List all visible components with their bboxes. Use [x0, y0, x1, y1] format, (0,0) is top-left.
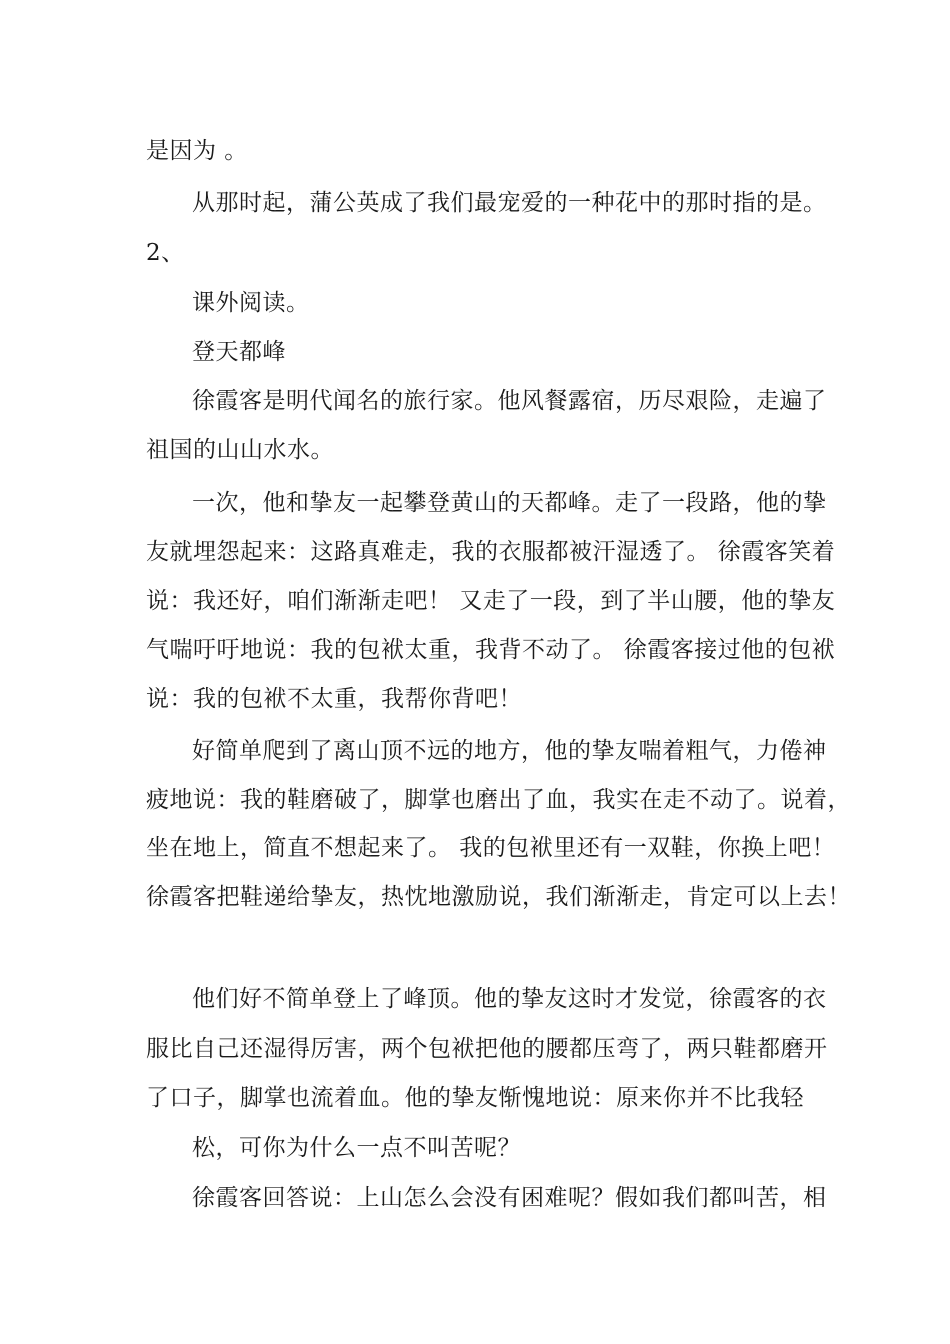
text-line: 说：我还好，咱们渐渐走吧！ 又走了一段，到了半山腰，他的挚友 [146, 588, 836, 614]
text-line: 气喘吁吁地说：我的包袱太重，我背不动了。 徐霞客接过他的包袱 [146, 637, 836, 663]
text-line: 松，可你为什么一点不叫苦呢？ [192, 1135, 521, 1161]
text-line: 好简单爬到了离山顶不远的地方，他的挚友喘着粗气，力倦神 [192, 738, 827, 764]
section-heading: 课外阅读。 [192, 290, 310, 316]
text-line: 是因为 。 [146, 138, 248, 164]
question-number: 2、 [146, 240, 185, 266]
text-line: 从那时起，蒲公英成了我们最宠爱的一种花中的那时指的是。 [192, 190, 827, 216]
text-line: 祖国的山山水水。 [146, 437, 334, 463]
text-line: 坐在地上，简直不想起来了。 我的包袱里还有一双鞋，你换上吧！ [146, 835, 836, 861]
text-line: 徐霞客是明代闻名的旅行家。他风餐露宿，历尽艰险，走遍了 [192, 388, 827, 414]
text-line: 说：我的包袱不太重，我帮你背吧！ [146, 686, 522, 712]
text-line: 服比自己还湿得厉害，两个包袱把他的腰都压弯了，两只鞋都磨开 [146, 1036, 828, 1062]
text-line: 他们好不简单登上了峰顶。他的挚友这时才发觉，徐霞客的衣 [192, 986, 827, 1012]
text-line: 了口子，脚掌也流着血。他的挚友惭愧地说：原来你并不比我轻 [146, 1085, 804, 1111]
text-line: 友就埋怨起来：这路真难走，我的衣服都被汗湿透了。 徐霞客笑着 [146, 539, 836, 565]
text-line: 一次，他和挚友一起攀登黄山的天都峰。走了一段路，他的挚 [192, 490, 827, 516]
text-line: 徐霞客把鞋递给挚友，热忱地激励说，我们渐渐走，肯定可以上去！ [146, 884, 851, 910]
passage-title: 登天都峰 [192, 339, 286, 365]
text-line: 疲地说：我的鞋磨破了，脚掌也磨出了血，我实在走不动了。说着， [146, 787, 851, 813]
text-line: 徐霞客回答说：上山怎么会没有困难呢？假如我们都叫苦，相 [192, 1185, 827, 1211]
